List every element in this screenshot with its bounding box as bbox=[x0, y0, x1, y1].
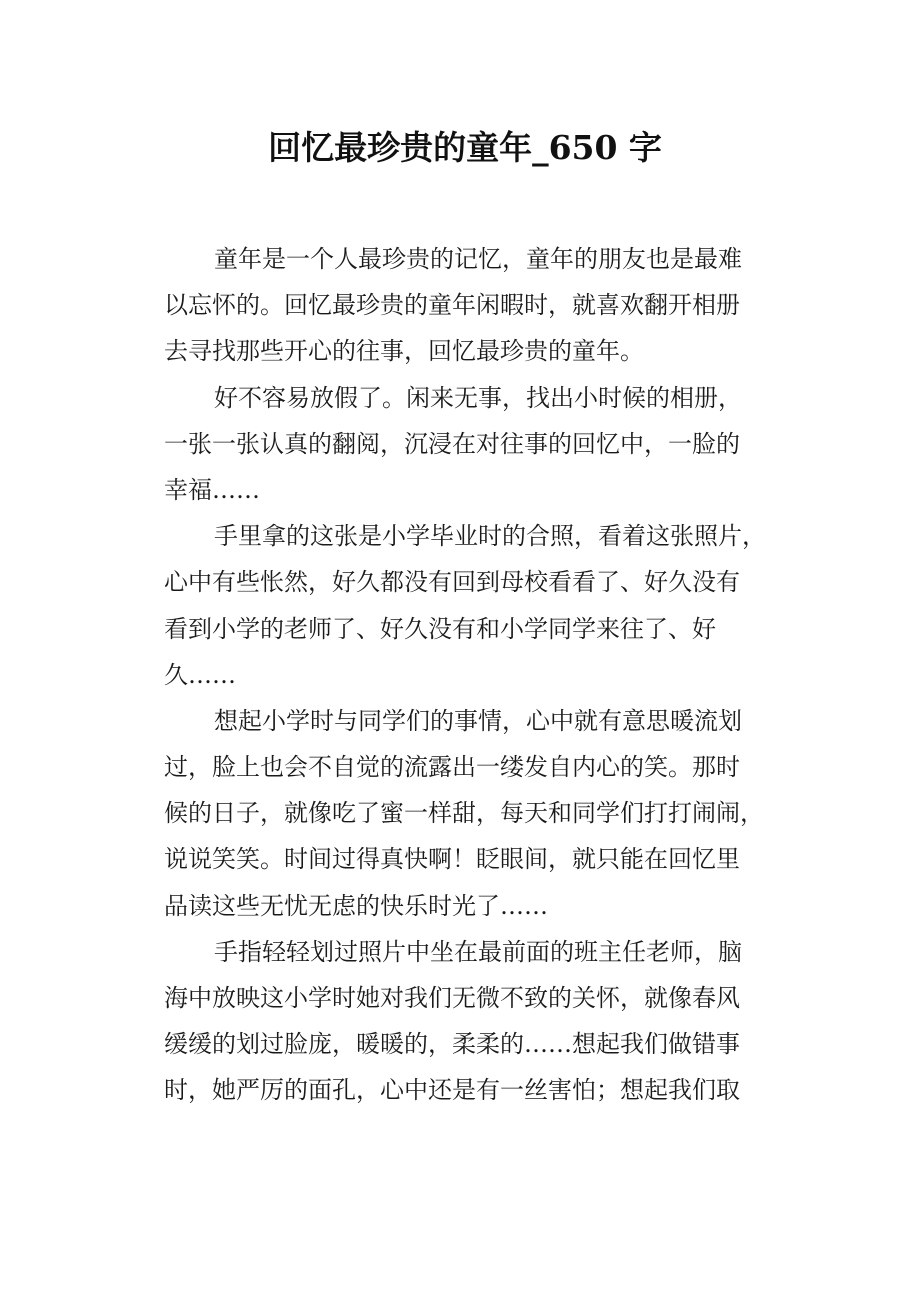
paragraph-1 bbox=[164, 236, 764, 375]
text-line: 一张一张认真的翻阅，沉浸在对往事的回忆中，一脸的 bbox=[164, 429, 740, 458]
text-line: 想起小学时与同学们的事情，心中就有意思暖流划 bbox=[214, 706, 742, 735]
text-line: 看到小学的老师了、好久没有和小学同学来往了、好 bbox=[164, 614, 716, 643]
text-line: 童年是一个人最珍贵的记忆，童年的朋友也是最难 bbox=[214, 245, 742, 273]
text-line: 幸福…… bbox=[164, 475, 260, 504]
text-line: 品读这些无忧无虑的快乐时光了…… bbox=[164, 891, 548, 920]
text-line: 心中有些怅然，好久都没有回到母校看看了、好久没有 bbox=[164, 568, 740, 597]
text-line: 久…… bbox=[164, 660, 236, 689]
paragraph-2 bbox=[164, 375, 764, 514]
text-line: 手里拿的这张是小学毕业时的合照，看着这张照片， bbox=[214, 522, 766, 551]
text-line: 缓缓的划过脸庞，暖暖的，柔柔的……想起我们做错事 bbox=[164, 1030, 740, 1059]
document-body bbox=[164, 236, 764, 1114]
text-line: 好不容易放假了。闲来无事，找出小时候的相册， bbox=[214, 383, 742, 412]
text-line: 过，脸上也会不自觉的流露出一缕发自内心的笑。那时 bbox=[164, 753, 740, 782]
text-line: 以忘怀的。回忆最珍贵的童年闲暇时，就喜欢翻开相册 bbox=[164, 291, 740, 320]
text-line: 去寻找那些开心的往事，回忆最珍贵的童年。 bbox=[164, 337, 644, 366]
text-line: 时，她严厉的面孔，心中还是有一丝害怕；想起我们取 bbox=[164, 1076, 740, 1105]
text-line: 海中放映这小学时她对我们无微不致的关怀，就像春风 bbox=[164, 984, 740, 1012]
paragraph-3 bbox=[164, 513, 764, 698]
text-line: 手指轻轻划过照片中坐在最前面的班主任老师，脑 bbox=[214, 937, 742, 966]
paragraph-4 bbox=[164, 698, 764, 929]
document-title: 回忆最珍贵的童年_650 字 bbox=[268, 128, 662, 167]
paragraph-5 bbox=[164, 929, 764, 1114]
text-line: 候的日子，就像吃了蜜一样甜，每天和同学们打打闹闹， bbox=[164, 799, 764, 828]
text-line: 说说笑笑。时间过得真快啊！眨眼间，就只能在回忆里 bbox=[164, 845, 740, 874]
